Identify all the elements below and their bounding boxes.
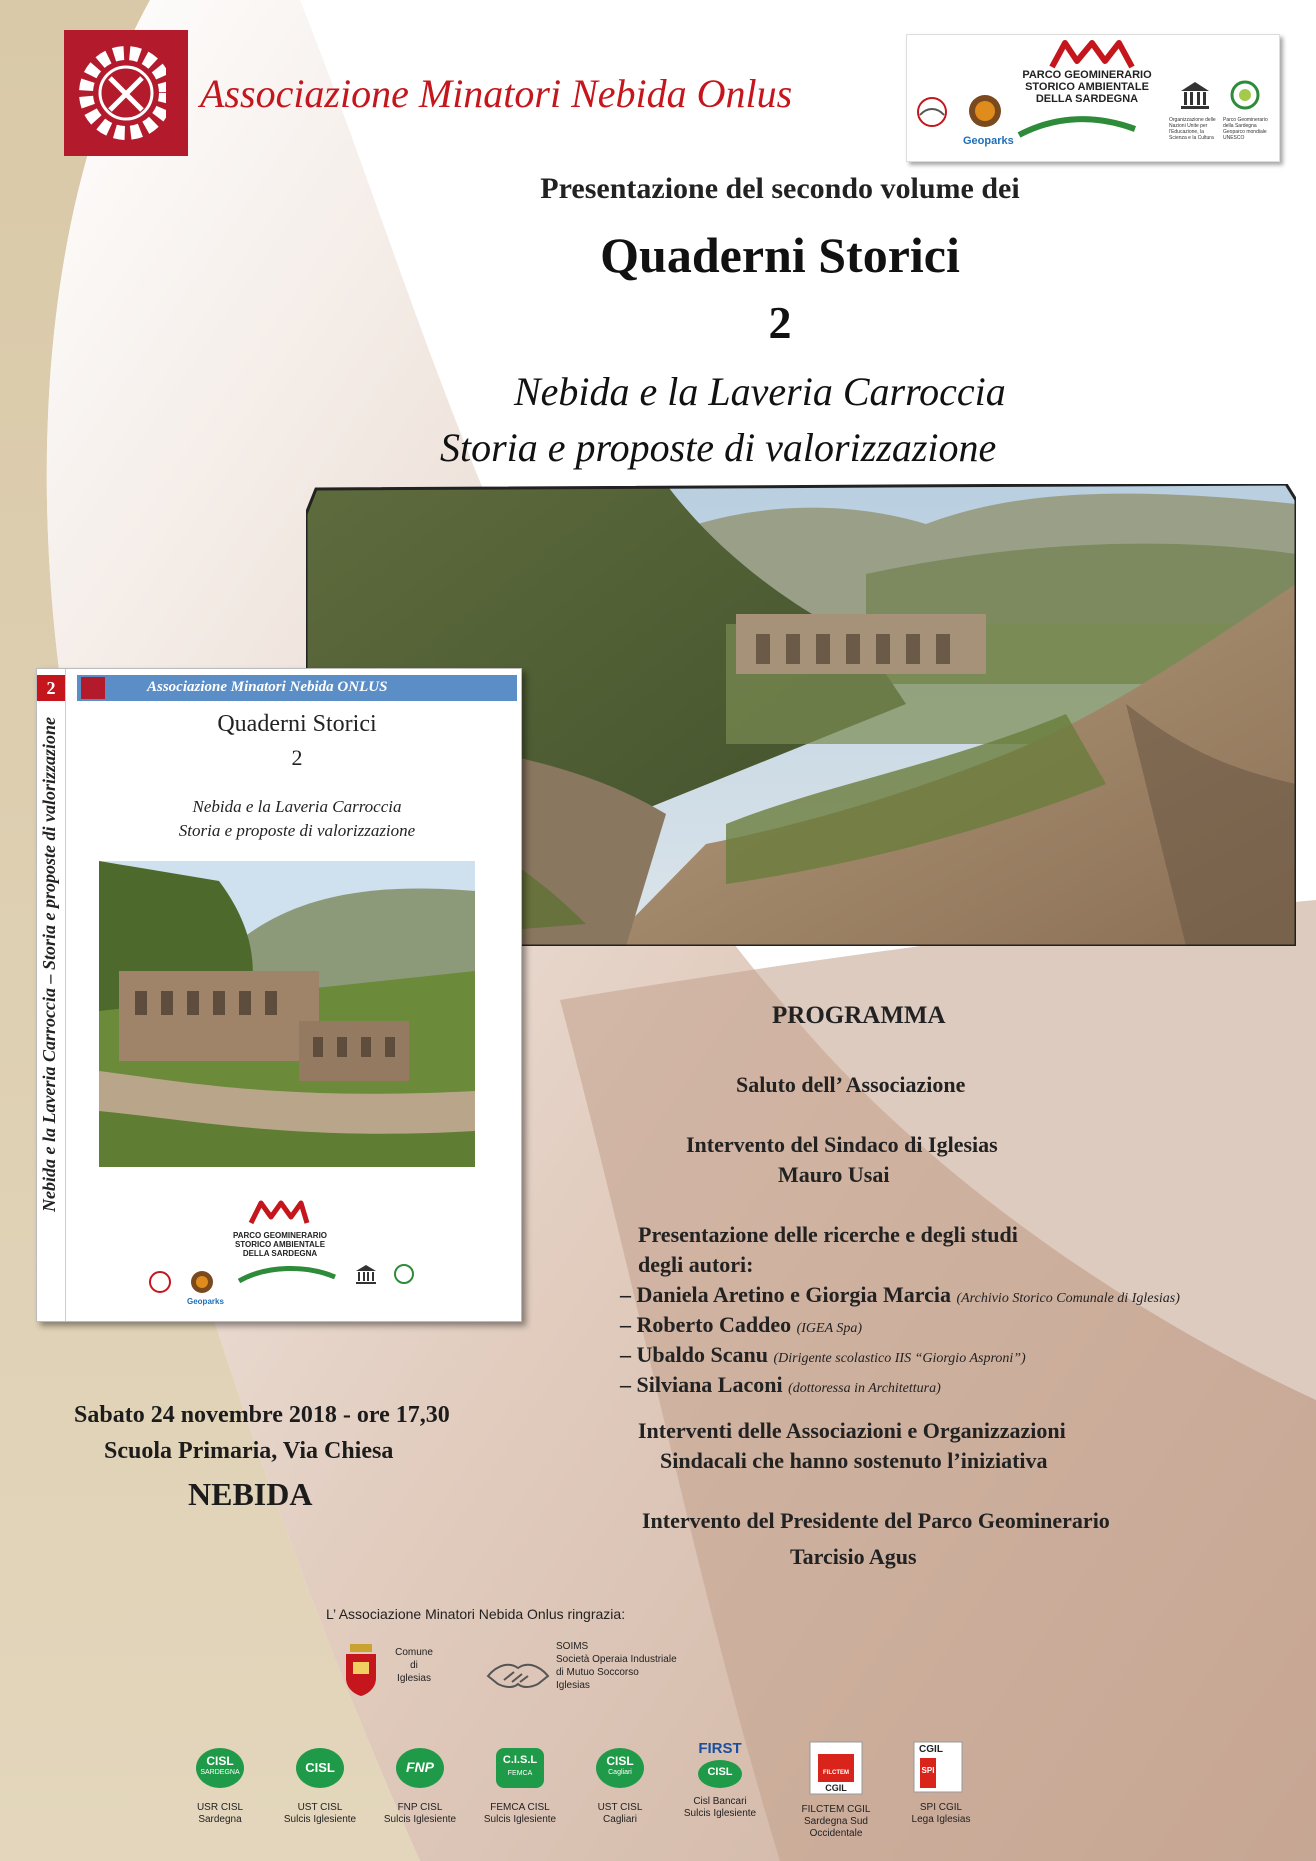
union-label: SPI CGIL Lega Iglesias — [911, 1802, 971, 1825]
programma-sindaco: Intervento del Sindaco di Iglesias — [686, 1132, 998, 1157]
author-item: – Daniela Aretino e Giorgia Marcia (Archivio Storico Comunale di Iglesias) — [620, 1282, 1180, 1307]
programma-associazioni-2: Sindacali che hanno sostenuto l’iniziativa — [660, 1448, 1048, 1473]
subtitle-line1: Nebida e la Laveria Carroccia — [514, 369, 1006, 414]
geoparks-label: Geoparks — [963, 135, 1014, 147]
comune-iglesias-crest-icon — [344, 1642, 378, 1696]
event-venue: Scuola Primaria, Via Chiesa — [104, 1438, 394, 1464]
subtitle-line2: Storia e proposte di valorizzazione — [440, 425, 997, 470]
book-subtitle2: Storia e proposte di valorizzazione — [178, 821, 416, 840]
book-green-swoosh-icon — [237, 1265, 337, 1285]
first-cisl-logo: FIRST CISL — [690, 1740, 750, 1790]
unesco-text: Organizzazione delle Nazioni Unite per l'Educazione, la Scienza e la Cultura — [1169, 117, 1216, 141]
fnp-cisl-logo: FNP — [390, 1746, 450, 1790]
union-logos-row — [0, 1740, 1316, 1840]
unesco-geopark-icon — [1229, 79, 1261, 111]
book-globe-icon — [147, 1269, 173, 1295]
book-subtitle1: Nebida e la Laveria Carroccia — [192, 797, 402, 816]
globe-icon — [915, 95, 949, 129]
author-item: – Roberto Caddeo (IGEA Spa) — [620, 1312, 863, 1337]
spine-number: 2 — [37, 675, 65, 701]
parco-geominerario-logo-box — [906, 34, 1280, 162]
event-place: NEBIDA — [188, 1476, 313, 1512]
geoparks-globe-icon — [965, 91, 1005, 131]
book-header-text: Associazione Minatori Nebida ONLUS — [147, 679, 388, 695]
union-label: FNP CISL Sulcis Iglesiente — [383, 1802, 457, 1825]
thanks-text: L’ Associazione Minatori Nebida Onlus ringrazia: — [326, 1606, 626, 1622]
programma-presentazione-2: degli autori: — [638, 1252, 754, 1277]
union-label: USR CISL Sardegna — [196, 1802, 244, 1825]
soims-label: SOIMS Società Operaia Industriale di Mutuo Soccorso Iglesias — [556, 1641, 677, 1691]
book-number: 2 — [291, 745, 303, 770]
cisl-cagliari-logo: CISL Cagliari — [590, 1746, 650, 1790]
association-logo — [64, 30, 188, 156]
union-label: UST CISL Cagliari — [597, 1802, 643, 1825]
book-spine — [37, 669, 66, 1321]
green-swoosh-icon — [1017, 115, 1137, 139]
presentation-line: Presentazione del secondo volume dei — [540, 172, 1020, 205]
union-label: Cisl Bancari Sulcis Iglesiente — [683, 1796, 757, 1819]
book-parco-title: PARCO GEOMINERARIO STORICO AMBIENTALE DELLA SARDEGNA — [232, 1231, 328, 1258]
union-label: UST CISL Sulcis Iglesiente — [283, 1802, 357, 1825]
book-geopark-icon — [393, 1263, 415, 1285]
event-date-time: Sabato 24 novembre 2018 - ore 17,30 — [74, 1402, 450, 1428]
author-item: – Ubaldo Scanu (Dirigente scolastico IIS “Giorgio Asproni”) — [620, 1342, 1026, 1367]
book-title: Quaderni Storici — [217, 711, 377, 737]
programma-presentazione: Presentazione delle ricerche e degli studi — [638, 1222, 1018, 1247]
author-item: – Silviana Laconi (dottoressa in Architettura) — [620, 1372, 941, 1397]
filctem-cgil-logo: FILCTEM CGIL — [808, 1740, 864, 1796]
spine-title: Nebida e la Laveria Carroccia – Storia e proposte di valorizzazione — [39, 717, 59, 1212]
programma-saluto: Saluto dell’ Associazione — [736, 1072, 966, 1097]
book-geoparks-label: Geoparks — [187, 1297, 224, 1306]
volume-number: 2 — [768, 297, 792, 348]
book-unesco-icon — [355, 1263, 377, 1285]
programma-presidente-name: Tarcisio Agus — [790, 1544, 917, 1569]
union-label: FEMCA CISL Sulcis Iglesiente — [483, 1802, 557, 1825]
book-parco-mm-icon — [247, 1199, 311, 1225]
book-association-logo — [81, 677, 105, 699]
page-title: Quaderni Storici — [600, 227, 960, 283]
femca-cisl-logo: C.I.S.L FEMCA — [490, 1746, 550, 1790]
spi-cgil-logo: CGIL SPI — [912, 1740, 964, 1794]
unesco-temple-icon — [1179, 79, 1211, 111]
book-cover-photo — [99, 861, 475, 1167]
programma-associazioni: Interventi delle Associazioni e Organizzazioni — [638, 1418, 1066, 1443]
cisl-sulcis-logo: CISL — [290, 1746, 350, 1790]
parco-mm-icon — [1047, 39, 1137, 69]
book-geoparks-icon — [189, 1269, 215, 1295]
union-label: FILCTEM CGIL Sardegna Sud Occidentale — [801, 1804, 871, 1839]
programma-presidente: Intervento del Presidente del Parco Geominerario — [642, 1508, 1110, 1533]
programma-heading: PROGRAMMA — [772, 1002, 946, 1029]
soims-handshake-icon — [484, 1650, 552, 1694]
book-cover — [36, 668, 522, 1322]
cisl-sardegna-logo: CISL SARDEGNA — [190, 1746, 250, 1790]
association-name: Associazione Minatori Nebida Onlus — [200, 71, 793, 116]
parco-title: PARCO GEOMINERARIO STORICO AMBIENTALE DELLA SARDEGNA — [1022, 69, 1152, 105]
programma-sindaco-name: Mauro Usai — [778, 1162, 890, 1187]
unesco-parco-text: Parco Geominerario della Sardegna Geoparco mondiale UNESCO — [1223, 117, 1268, 141]
comune-iglesias-label: Comune di Iglesias — [395, 1647, 433, 1684]
